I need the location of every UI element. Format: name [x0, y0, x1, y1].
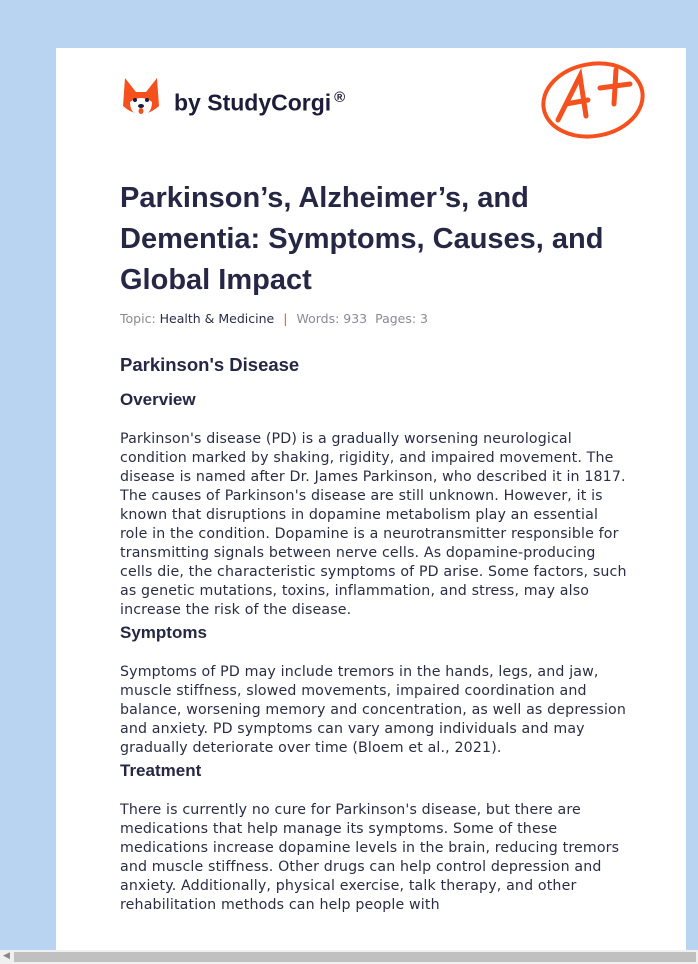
meta-info: Topic: Health & Medicine | Words: 933 Pages: 3	[120, 311, 429, 326]
corgi-icon	[122, 76, 160, 120]
paragraph: Parkinson's disease (PD) is a gradually worsening neurological condition marked by shaking, rigidity, and impaired movement. The disease is named after Dr. James Parkinson, who described it in 1817. The causes of Parkinson's disease are still unknown. However, it is known that disruptions in dopamine metabolism play an essential role in the condition. Dopamine is a neurotransmitter responsible for transmitting signals between nerve cells. As dopamine-producing cells die, the characteristic symptoms of PD arise. Some factors, such as genetic mutations, toxins, inflammation, and stress, may also increase the risk of the disease.	[120, 431, 627, 618]
a-plus-grade-icon	[538, 58, 648, 142]
studycorgi-logo[interactable]	[122, 76, 345, 120]
subheading-overview: Overview	[120, 390, 196, 409]
section-heading: Parkinson's Disease	[120, 354, 300, 375]
scrollbar-thumb[interactable]	[14, 952, 696, 962]
article-body	[120, 354, 630, 915]
page-title: Parkinson’s, Alzheimer’s, and Dementia: Symptoms, Causes, and Global Impact	[120, 182, 604, 296]
brand-name: by StudyCorgi ®	[174, 89, 346, 116]
scroll-left-icon[interactable]: ◀	[3, 951, 10, 961]
subheading-treatment: Treatment	[120, 761, 202, 780]
paragraph: Symptoms of PD may include tremors in the hands, legs, and jaw, muscle stiffness, slowed movements, impaired coordination and balance, worsening memory and concentration, as well as depression and anxiety. PD symptoms can vary among individuals and may gradually deteriorate over time (Bloem et al., 2021).	[120, 664, 627, 756]
paragraph: There is currently no cure for Parkinson's disease, but there are medications that help manage its symptoms. Some of these medications increase dopamine levels in the brain, reducing tremors and muscle stiffness. Other drugs can help control depression and anxiety. Additionally, physical exercise, talk therapy, and other rehabilitation methods can help people with	[120, 802, 620, 913]
horizontal-scrollbar[interactable]	[0, 950, 698, 964]
topic-link[interactable]: Health & Medicine	[159, 311, 275, 326]
subheading-symptoms: Symptoms	[120, 623, 207, 642]
document-page	[56, 48, 686, 950]
